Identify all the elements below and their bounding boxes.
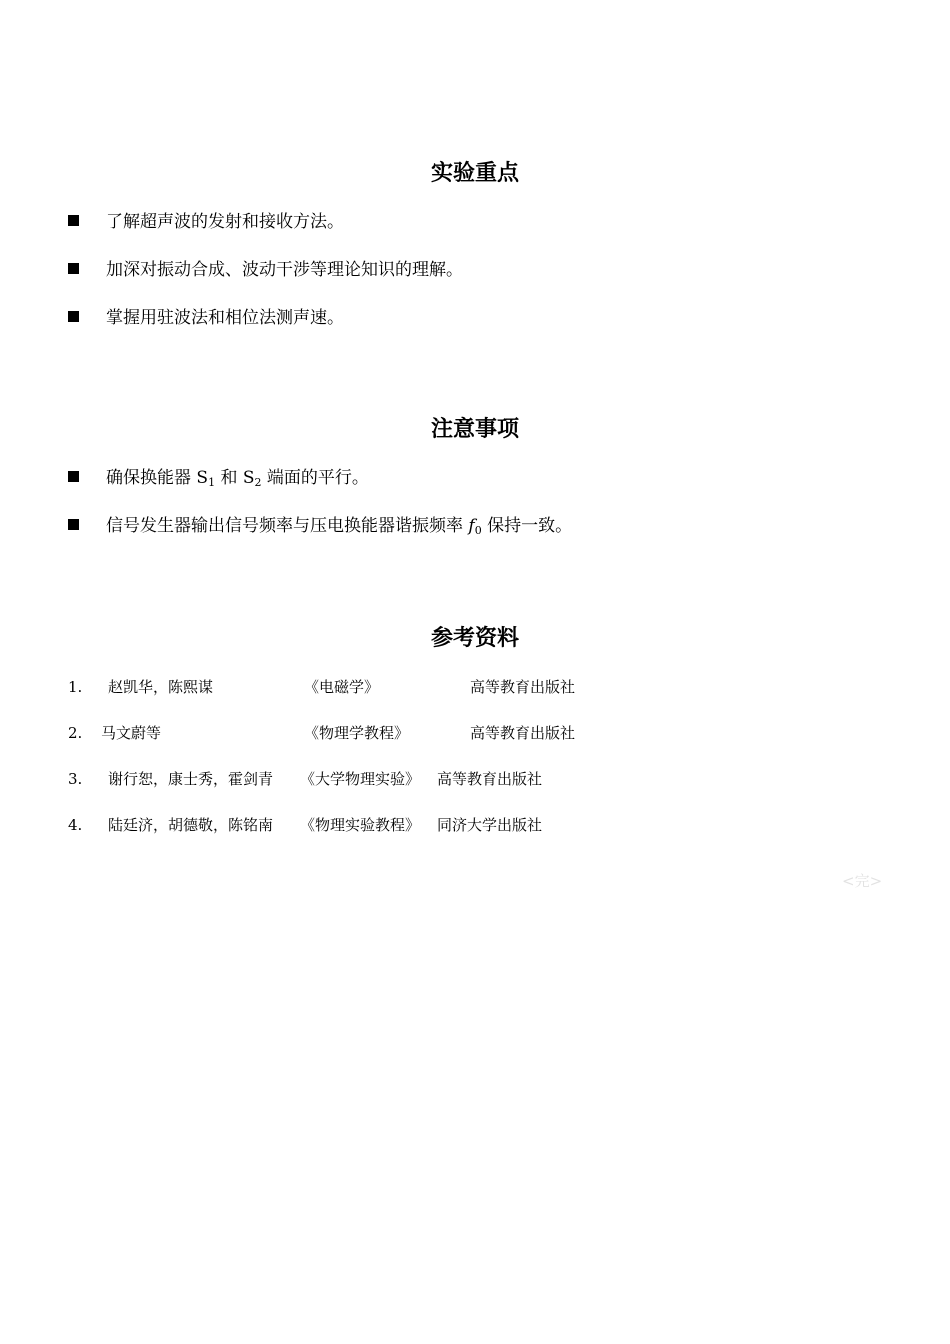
key-point-item: [68, 306, 344, 330]
subscript: 1: [208, 476, 216, 489]
key-point-text: 加深对振动合成、波动干涉等理论知识的理解。: [106, 260, 463, 280]
reference-publisher: 高等教育出版社: [437, 770, 543, 788]
square-bullet-icon: [68, 471, 79, 482]
square-bullet-icon: [68, 311, 79, 322]
key-point-text: 了解超声波的发射和接收方法。: [106, 212, 344, 232]
subscript: 0: [474, 524, 482, 537]
key-point-text: 掌握用驻波法和相位法测声速。: [106, 308, 344, 328]
square-bullet-icon: [68, 519, 79, 530]
reference-number: 3.: [68, 770, 83, 788]
reference-book: 《物理实验教程》: [300, 816, 421, 834]
reference-authors: 陆廷济，胡德敬，陈铭南: [108, 816, 274, 834]
key-point-item: [68, 258, 463, 282]
section-title-notes: 注意事项: [430, 417, 519, 442]
key-point-item: [68, 210, 344, 234]
reference-number: 2.: [68, 724, 83, 742]
section-title-references: 参考资料: [430, 626, 519, 651]
reference-authors: 谢行恕，康士秀，霍剑青: [108, 770, 274, 788]
frequency-variable: f: [468, 516, 475, 536]
reference-number: 1.: [68, 678, 83, 696]
reference-publisher: 高等教育出版社: [470, 724, 576, 742]
note-text-pre: 信号发生器输出信号频率与压电换能器谐振频率: [106, 516, 469, 536]
reference-book: 《物理学教程》: [304, 724, 410, 742]
note-item: [68, 466, 369, 495]
reference-authors: 赵凯华，陈熙谋: [108, 678, 214, 696]
square-bullet-icon: [68, 215, 79, 226]
square-bullet-icon: [68, 263, 79, 274]
section-title-key-points: 实验重点: [430, 161, 519, 186]
reference-publisher: 高等教育出版社: [470, 678, 576, 696]
reference-publisher: 同济大学出版社: [437, 816, 543, 834]
note-item: [68, 514, 572, 543]
reference-number: 4.: [68, 816, 83, 834]
subscript: 2: [254, 476, 262, 489]
note-text-post: 保持一致。: [481, 516, 573, 536]
end-mark: <完>: [842, 872, 883, 890]
reference-book: 《大学物理实验》: [300, 770, 421, 788]
reference-authors: 马文蔚等: [101, 724, 162, 742]
reference-book: 《电磁学》: [304, 678, 380, 696]
note-text-mid: 和 S: [215, 468, 255, 488]
note-text-post: 端面的平行。: [261, 468, 369, 488]
note-text-pre: 确保换能器 S: [106, 468, 209, 488]
